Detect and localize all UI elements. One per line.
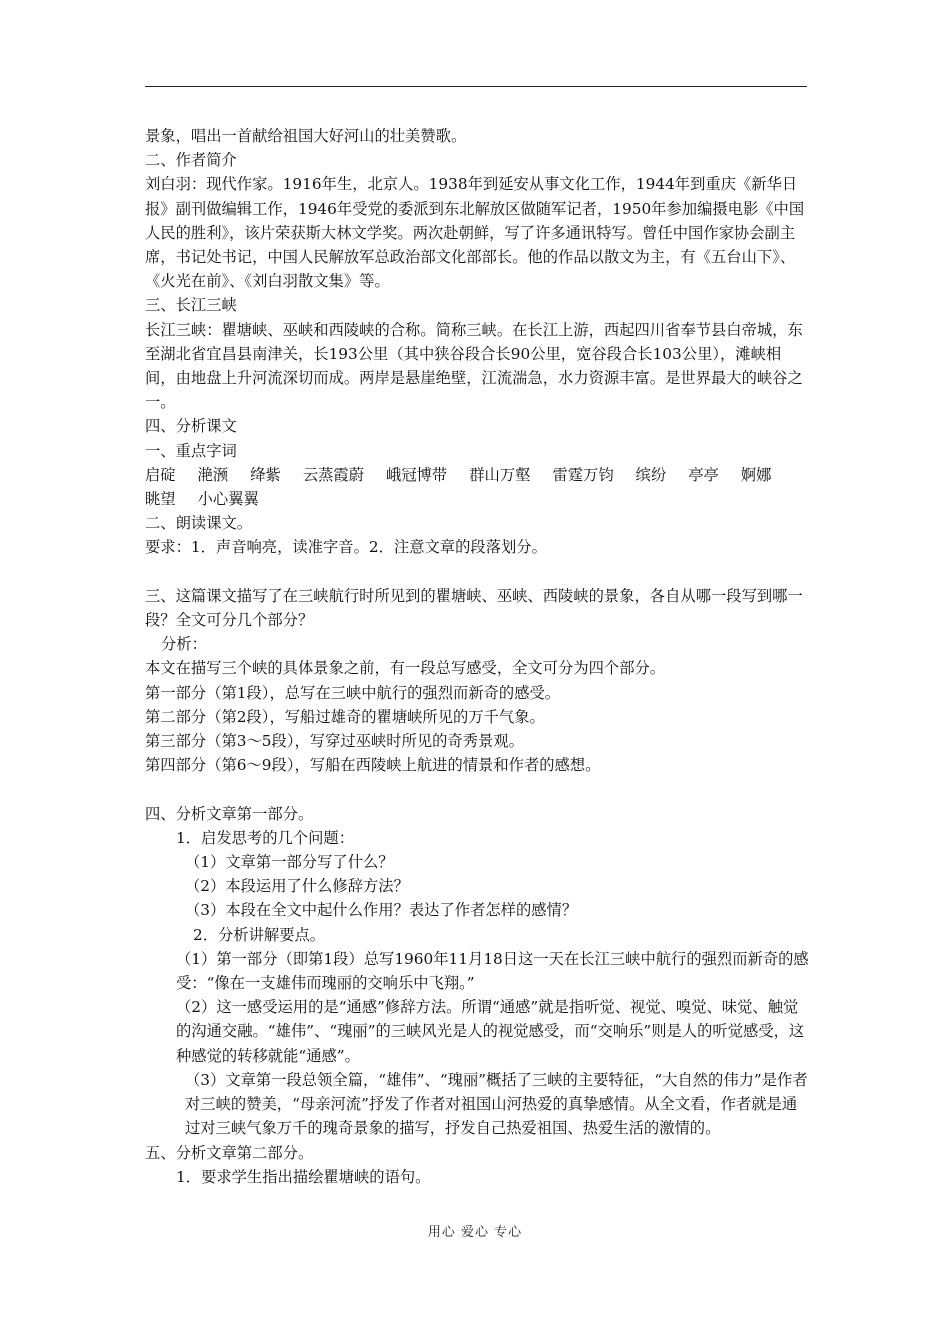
vocab-item: 群山万壑 bbox=[469, 465, 531, 484]
blank-line bbox=[145, 777, 809, 801]
vocab-item: 雷霆万钧 bbox=[552, 465, 614, 484]
paragraph: 第一部分（第1段），总写在三峡中航行的强烈而新奇的感受。 bbox=[145, 683, 561, 702]
question-item: （1）文章第一部分写了什么？ bbox=[185, 853, 394, 872]
blank-line bbox=[145, 560, 809, 584]
section-heading: 四、分析课文 bbox=[145, 417, 237, 436]
paragraph: 长江三峡：瞿塘峡、巫峡和西陵峡的合称。简称三峡。在长江上游，西起四川省奉节县白帝城，东至湖北省宜昌县南津关，长193公里（其中狭谷段合长90公里，宽谷段合长103公里），滩峡相间，由地盘上升河流深切而成。两岸是悬崖绝壁，江流湍急，水力资源丰富。是世界最大的峡谷之一。 bbox=[145, 320, 803, 412]
paragraph: 景象，唱出一首献给祖国大好河山的壮美赞歌。 bbox=[145, 127, 467, 145]
vocab-item: 峨冠博带 bbox=[386, 465, 448, 484]
paragraph: （2）这一感受运用的是“通感”修辞方法。所谓“通感”就是指听觉、视觉、嗅觉、味觉、触觉的沟通交融。“雄伟”、“瑰丽”的三峡风光是人的视觉感受，而“交响乐”则是人的听觉感受，这种感觉的转移就能“通感”。 bbox=[176, 998, 805, 1065]
paragraph: 1．要求学生指出描绘瞿塘峡的语句。 bbox=[176, 1167, 431, 1186]
paragraph: 要求：1．声音响亮，读准字音。2．注意文章的段落划分。 bbox=[145, 538, 547, 557]
section-heading: 五、分析文章第二部分。 bbox=[145, 1143, 314, 1162]
section-heading: 四、分析文章第一部分。 bbox=[145, 804, 314, 823]
vocab-item: 婀娜 bbox=[740, 465, 772, 484]
paragraph: 1．启发思考的几个问题： bbox=[176, 828, 354, 847]
vocab-item: 云蒸霞蔚 bbox=[302, 465, 365, 484]
vocab-list bbox=[145, 463, 809, 511]
question-item: （2）本段运用了什么修辞方法？ bbox=[185, 877, 409, 896]
paragraph: 三、这篇课文描写了在三峡航行时所见到的瞿塘峡、巫峡、西陵峡的景象，各自从哪一段写到哪一段？全文可分几个部分？ bbox=[145, 586, 803, 630]
vocab-item: 滟滪 bbox=[197, 465, 229, 484]
section-heading: 一、重点字词 bbox=[145, 441, 237, 460]
paragraph: 分析： bbox=[161, 635, 207, 654]
document-body bbox=[145, 124, 809, 1189]
header-rule bbox=[145, 86, 807, 87]
paragraph: （1）第一部分（即第1段）总写1960年11月18日这一天在长江三峡中航行的强烈而新奇的感受：“像在一支雄伟而瑰丽的交响乐中飞翔。” bbox=[176, 949, 809, 993]
question-item: （3）本段在全文中起什么作用？表达了作者怎样的感情？ bbox=[185, 901, 578, 920]
paragraph: 刘白羽：现代作家。1916年生，北京人。1938年到延安从事文化工作，1944年到重庆《新华日报》副刊做编辑工作，1946年受党的委派到东北解放区做随军记者，1950年参加编摄电影《中国人民的胜利》，该片荣获斯大林文学奖。两次赴朝鲜，写了许多通讯特写。曾任中国作家协会副主席，书记处书记，中国人民解放军总政治部文化部部长。他的作品以散文为主，有《五台山下》、《火光在前》、《刘白羽散文集》等。 bbox=[145, 175, 805, 291]
vocab-item: 缤纷 bbox=[635, 465, 667, 484]
paragraph: 第二部分（第2段），写船过雄奇的瞿塘峡所见的万千气象。 bbox=[145, 707, 545, 726]
paragraph: 本文在描写三个峡的具体景象之前，有一段总写感受，全文可分为四个部分。 bbox=[145, 659, 666, 678]
section-heading: 二、朗读课文。 bbox=[145, 514, 253, 533]
paragraph: 第四部分（第6～9段），写船在西陵峡上航进的情景和作者的感想。 bbox=[145, 756, 601, 775]
vocab-item: 绛紫 bbox=[250, 465, 281, 484]
vocab-item: 亭亭 bbox=[688, 465, 719, 484]
section-heading: 三、长江三峡 bbox=[145, 296, 237, 315]
section-heading: 二、作者简介 bbox=[145, 151, 237, 170]
paragraph: （3）文章第一段总领全篇，“雄伟”、“瑰丽”概括了三峡的主要特征，“大自然的伟力”是作者对三峡的赞美，“母亲河流”抒发了作者对祖国山河热爱的真挚感情。从全文看，作者就是通过对三峡气象万千的瑰奇景象的描写，抒发自己热爱祖国、热爱生活的激情的。 bbox=[185, 1070, 808, 1138]
vocab-item: 启碇 bbox=[145, 465, 176, 484]
paragraph: 2．分析讲解要点。 bbox=[193, 925, 326, 944]
page-footer: 用心 爱心 专心 bbox=[427, 1225, 523, 1240]
vocab-item: 小心翼翼 bbox=[197, 490, 259, 509]
paragraph: 第三部分（第3～5段），写穿过巫峡时所见的奇秀景观。 bbox=[145, 732, 524, 751]
vocab-item: 眺望 bbox=[145, 490, 176, 509]
